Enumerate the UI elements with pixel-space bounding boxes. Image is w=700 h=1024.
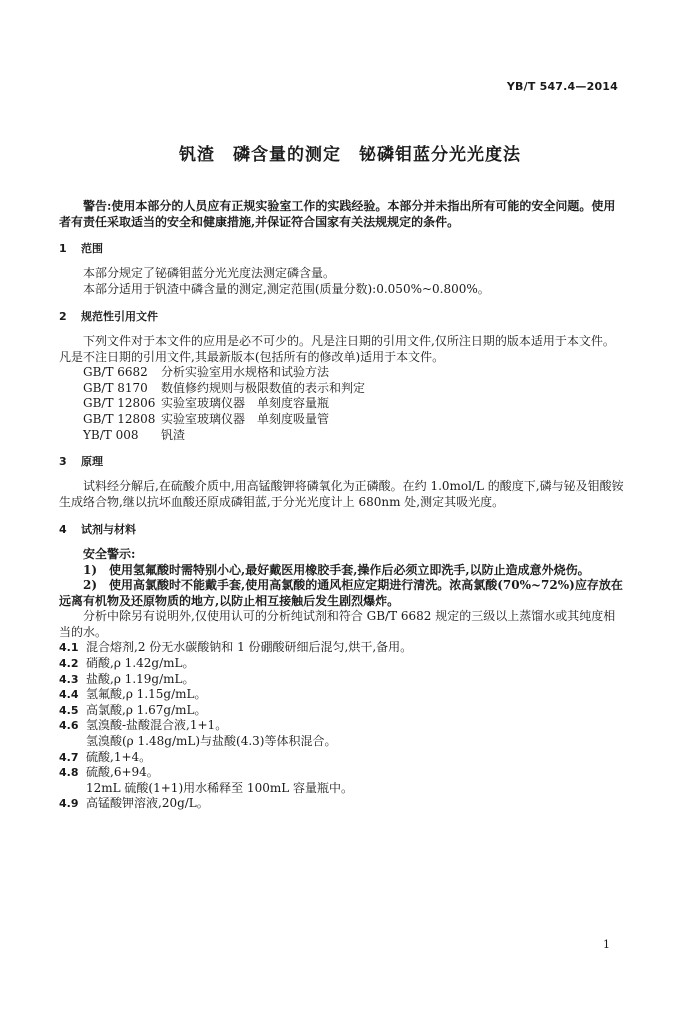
reagent-item: 4.9 高锰酸钾溶液,20g/L。	[59, 796, 209, 811]
reagent-item-note: 氢溴酸(ρ 1.48g/mL)与盐酸(4.3)等体积混合。	[86, 734, 337, 749]
reagent-general-note: 分析中除另有说明外,仅使用认可的分析纯试剂和符合 GB/T 6682 规定的三级以上蒸馏水或其纯度相当的水。	[59, 609, 616, 639]
page-number: 1	[603, 938, 610, 951]
section-4-heading: 4 试剂与材料	[59, 522, 136, 536]
reference-item: GB/T 6682 分析实验室用水规格和试验方法	[83, 365, 330, 380]
reagent-item: 4.7 硫酸,1+4。	[59, 749, 152, 764]
document-body	[59, 199, 624, 812]
scope-paragraph-1: 本部分规定了铋磷钼蓝分光光度法测定磷含量。	[83, 266, 336, 281]
principle-paragraph: 试料经分解后,在硫酸介质中,用高锰酸钾将磷氧化为正磷酸。在约 1.0mol/L 的酸度下,磷与铋及钼酸铵生成络合物,继以抗坏血酸还原成磷钼蓝,于分光光度计上 680nm 处,测定其吸光度。	[59, 479, 624, 510]
section-3-heading: 3 原理	[59, 455, 103, 469]
reagent-item-note: 12mL 硫酸(1+1)用水稀释至 100mL 容量瓶中。	[86, 780, 354, 795]
reagent-item: 4.3 盐酸,ρ 1.19g/mL。	[59, 671, 195, 686]
reference-item: GB/T 12808 实验室玻璃仪器 单刻度吸量管	[83, 411, 330, 426]
section-2-heading: 2 规范性引用文件	[59, 309, 158, 323]
reagent-item: 4.6 氢溴酸-盐酸混合液,1+1。	[59, 718, 228, 733]
safety-warning-2: 2) 使用高氯酸时不能戴手套,使用高氯酸的通风柜应定期进行清洗。浓高氯酸(70%~72%)应存放在远离有机物及还原物质的地方,以防止相互接触后发生剧烈爆炸。	[59, 578, 623, 608]
standard-number: YB/T 547.4—2014	[506, 80, 618, 93]
scope-paragraph-2: 本部分适用于钒渣中磷含量的测定,测定范围(质量分数):0.050%~0.800%。	[83, 282, 490, 297]
reference-item: GB/T 8170 数值修约规则与极限数值的表示和判定	[83, 380, 366, 395]
safety-warning-title: 安全警示:	[83, 546, 136, 561]
reagent-item: 4.4 氢氟酸,ρ 1.15g/mL。	[59, 687, 207, 702]
reference-item: GB/T 12806 实验室玻璃仪器 单刻度容量瓶	[83, 396, 330, 411]
reagent-item: 4.1 混合熔剂,2 份无水碳酸钠和 1 份硼酸研细后混匀,烘干,备用。	[59, 640, 413, 655]
reference-list	[59, 365, 624, 443]
section-1-heading: 1 范围	[59, 242, 103, 256]
document-title: 钒渣 磷含量的测定 铋磷钼蓝分光光度法	[179, 145, 521, 165]
reference-item: YB/T 008 钒渣	[83, 427, 186, 442]
safety-warning-1: 1) 使用氢氟酸时需特别小心,最好戴医用橡胶手套,操作后必须立即洗手,以防止造成意外烧伤。	[83, 562, 590, 577]
reagent-list	[59, 640, 624, 812]
reagent-item: 4.8 硫酸,6+94。	[59, 765, 159, 780]
references-intro: 下列文件对于本文件的应用是必不可少的。凡是注日期的引用文件,仅所注日期的版本适用于本文件。凡是不注日期的引用文件,其最新版本(包括所有的修改单)适用于本文件。	[59, 333, 615, 364]
warning-statement: 警告:使用本部分的人员应有正规实验室工作的实践经验。本部分并未指出所有可能的安全问题。使用者有责任采取适当的安全和健康措施,并保证符合国家有关法规规定的条件。	[59, 199, 616, 229]
reagent-item: 4.5 高氯酸,ρ 1.67g/mL。	[59, 702, 207, 717]
reagent-item: 4.2 硝酸,ρ 1.42g/mL。	[59, 656, 195, 671]
